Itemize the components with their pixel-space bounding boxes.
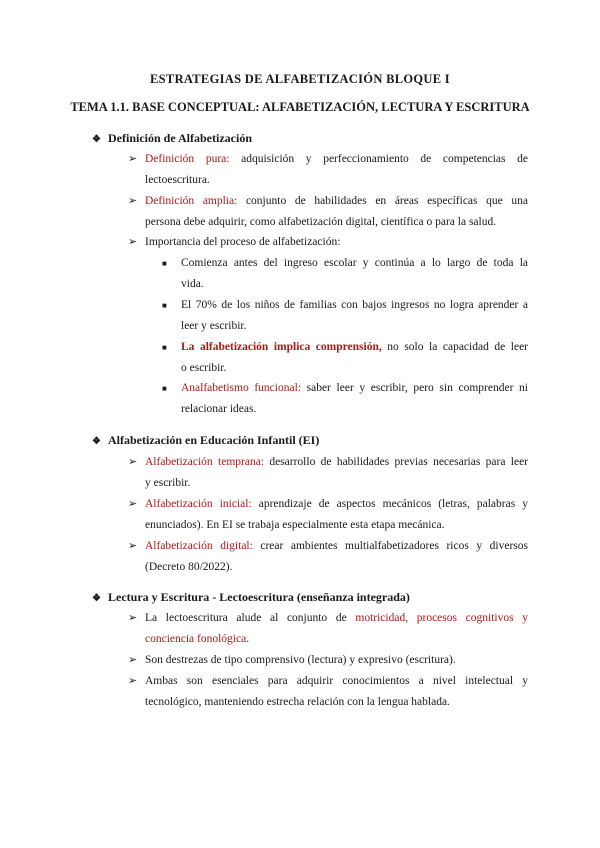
sub-list-item: ■ Analfabetismo funcional: saber leer y escribir, pero sin comprender ni relacionar ideas.: [160, 378, 528, 420]
list-item: ➢ La lectoescritura alude al conjunto de motricidad, procesos cognitivos y conciencia fonológica.: [128, 608, 528, 650]
arrow-bullet-icon: ➢: [128, 540, 138, 552]
diamond-bullet-icon: ❖: [92, 436, 101, 447]
arrow-bullet-icon: ➢: [128, 498, 138, 510]
diamond-bullet-icon: ❖: [92, 134, 101, 145]
document-title: ESTRATEGIAS DE ALFABETIZACIÓN BLOQUE I: [150, 72, 450, 86]
sub-list-item: ■ La alfabetización implica comprensión, no solo la capacidad de leer o escribir.: [160, 337, 528, 379]
arrow-bullet-icon: ➢: [128, 153, 138, 165]
arrow-bullet-icon: ➢: [128, 236, 138, 248]
square-bullet-icon: ■: [162, 384, 167, 393]
sub-list-item: ■ El 70% de los niños de familias con bajos ingresos no logra aprender a leer y escribir.: [160, 295, 528, 337]
section-heading: ❖ Definición de Alfabetización: [92, 131, 252, 145]
list-item: ➢ Son destrezas de tipo comprensivo (lectura) y expresivo (escritura).: [128, 650, 528, 671]
square-bullet-icon: ■: [162, 301, 167, 310]
list-item: ➢ Definición amplia: conjunto de habilidades en áreas específicas que una persona debe adquirir, como alfabetización digital, científica o para la salud.: [128, 191, 528, 233]
list-item: ➢ Alfabetización digital: crear ambientes multialfabetizadores ricos y diversos (Decreto 80/2022).: [128, 536, 528, 578]
arrow-bullet-icon: ➢: [128, 195, 138, 207]
section-heading: ❖ Alfabetización en Educación Infantil (EI): [92, 433, 320, 447]
list-item: ➢ Definición pura: adquisición y perfeccionamiento de competencias de lectoescritura.: [128, 149, 528, 191]
list-item: ➢ Alfabetización inicial: aprendizaje de aspectos mecánicos (letras, palabras y enunciados). En EI se trabaja especialmente esta etapa mecánica.: [128, 494, 528, 536]
list-item: ➢ Ambas son esenciales para adquirir conocimientos a nivel intelectual y tecnológico, manteniendo estrecha relación con la lengua hablada.: [128, 671, 528, 713]
diamond-bullet-icon: ❖: [92, 593, 101, 604]
arrow-bullet-icon: ➢: [128, 654, 138, 666]
arrow-bullet-icon: ➢: [128, 675, 138, 687]
arrow-bullet-icon: ➢: [128, 456, 138, 468]
arrow-bullet-icon: ➢: [128, 612, 138, 624]
list-item: ➢ Alfabetización temprana: desarrollo de habilidades previas necesarias para leer y escribir.: [128, 452, 528, 494]
square-bullet-icon: ■: [162, 343, 167, 352]
list-item: ➢ Importancia del proceso de alfabetización:: [128, 232, 528, 253]
topic-title: TEMA 1.1. BASE CONCEPTUAL: ALFABETIZACIÓN, LECTURA Y ESCRITURA: [70, 100, 530, 114]
square-bullet-icon: ■: [162, 259, 167, 268]
sub-list-item: ■ Comienza antes del ingreso escolar y continúa a lo largo de toda la vida.: [160, 253, 528, 295]
section-heading: ❖ Lectura y Escritura - Lectoescritura (enseñanza integrada): [92, 590, 410, 604]
